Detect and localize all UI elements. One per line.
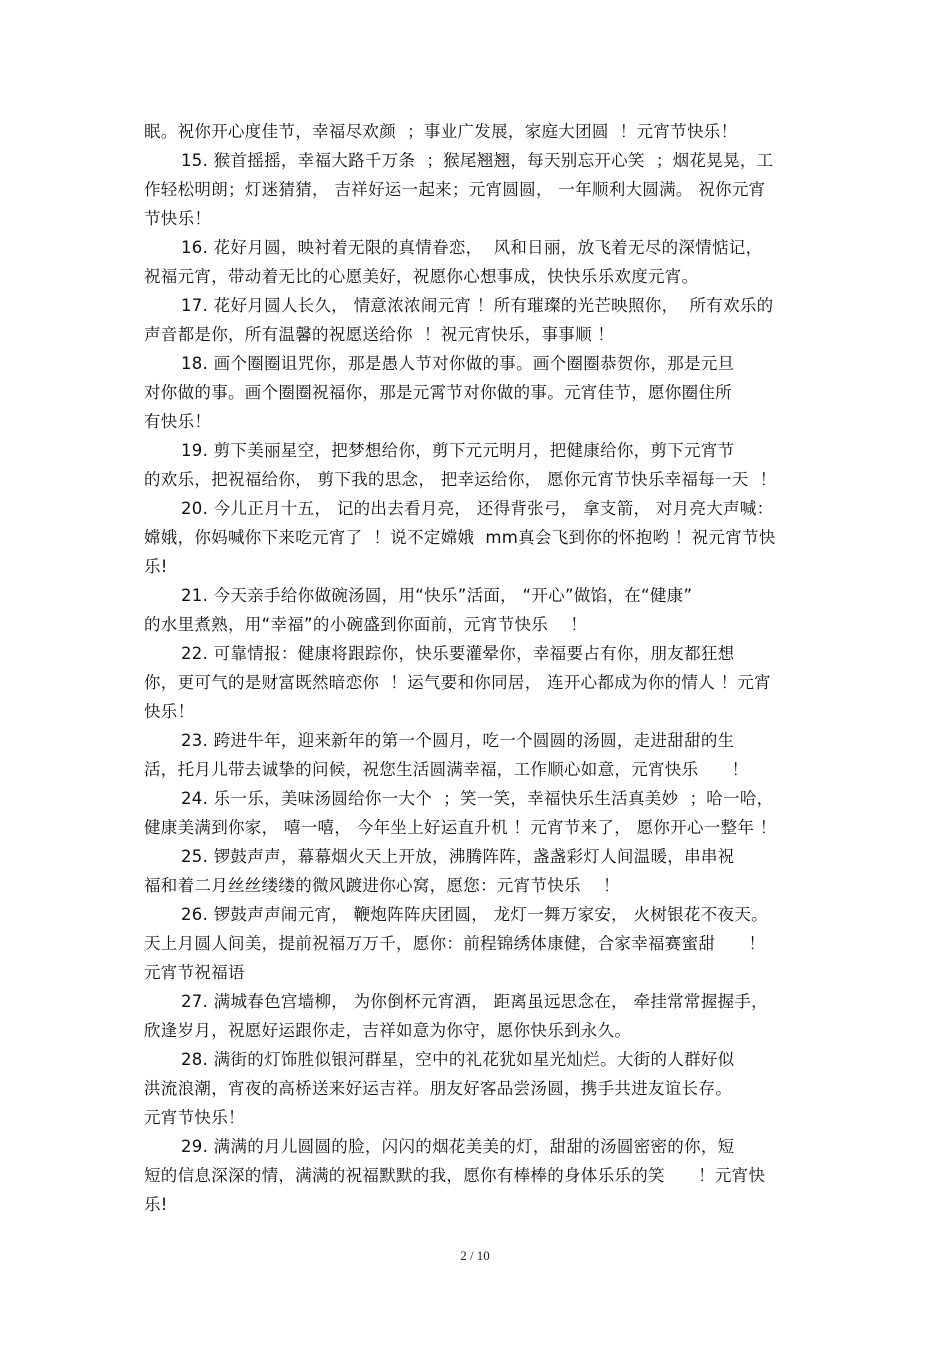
text-line: 声音都是你，所有温馨的祝愿送给你 ！祝元宵快乐，事事顺 ！ bbox=[144, 325, 615, 344]
text-line: 短的信息深深的情，满满的祝福默默的我，愿你有棒棒的身体乐乐的笑 ！元宵快 bbox=[144, 1166, 766, 1185]
text-line: 健康美满到你家， 嘻一嘻， 今年坐上好运直升机 ！元宵节来了， 愿你开心一整年 ！ bbox=[144, 818, 777, 837]
text-line: 的欢乐，把祝福给你， 剪下我的思念， 把幸运给你， 愿你元宵节快乐幸福每一天 ！ bbox=[144, 470, 777, 489]
text-line: 22. 可靠情报：健康将跟踪你，快乐要灌晕你，幸福要占有你，朋友都狂想 bbox=[181, 644, 735, 663]
text-line: 嫦娥，你妈喊你下来吃元宵了 ！说不定嫦娥 mm真会飞到你的怀抱哟 ！祝元宵节快 bbox=[144, 528, 776, 547]
text-line: 18. 画个圈圈诅咒你，那是愚人节对你做的事。画个圈圈恭贺你，那是元旦 bbox=[181, 354, 735, 373]
text-line: 活，托月儿带去诚挚的问候，祝您生活圆满幸福，工作顺心如意，元宵快乐 ！ bbox=[144, 760, 749, 779]
text-line: 的水里煮熟，用“幸福”的小碗盛到你面前，元宵节快乐 ！ bbox=[144, 615, 588, 634]
text-line: 你，更可气的是财富既然暗恋你 ！运气要和你同居， 连开心都成为你的情人 ！元宵 bbox=[144, 673, 771, 692]
text-line: 眠。祝你开心度佳节，幸福尽欢颜 ；事业广发展，家庭大团圆 ！元宵节快乐！ bbox=[144, 122, 738, 141]
text-line: 快乐！ bbox=[144, 702, 195, 721]
text-line: 元宵节祝福语 bbox=[144, 963, 245, 982]
text-line: 24. 乐一乐，美味汤圆给你一大个 ；笑一笑，幸福快乐生活真美妙 ；哈一哈， bbox=[181, 789, 774, 808]
text-line: 15. 猴首摇摇，幸福大路千万条 ；猴尾翘翘，每天别忘开心笑 ；烟花晃晃，工 bbox=[181, 151, 774, 170]
document-body bbox=[144, 117, 810, 1219]
text-line: 23. 跨进牛年，迎来新年的第一个圆月，吃一个圆圆的汤圆，走进甜甜的生 bbox=[181, 731, 735, 750]
text-line: 20. 今儿正月十五， 记的出去看月亮， 还得背张弓， 拿支箭， 对月亮大声喊： bbox=[181, 499, 774, 518]
text-line: 29. 满满的月儿圆圆的脸，闪闪的烟花美美的灯，甜甜的汤圆密密的你，短 bbox=[181, 1137, 735, 1156]
text-line: 乐! bbox=[144, 1195, 168, 1214]
text-line: 福和着二月丝丝缕缕的微风踱进你心窝，愿您：元宵节快乐 ！ bbox=[144, 876, 620, 895]
page-number: 2 / 10 bbox=[460, 1248, 490, 1263]
text-line: 17. 花好月圆人长久， 情意浓浓闹元宵 ！所有璀璨的光芒映照你， 所有欢乐的 bbox=[181, 296, 774, 315]
text-line: 节快乐！ bbox=[144, 209, 212, 228]
text-line: 对你做的事。画个圈圈祝福你，那是元霄节对你做的事。元宵佳节，愿你圈住所 bbox=[144, 383, 732, 402]
text-line: 27. 满城春色宫墙柳， 为你倒杯元宵酒， 距离虽远思念在， 牵挂常常握握手， bbox=[181, 992, 768, 1011]
text-line: 21. 今天亲手给你做碗汤圆，用“快乐”活面， “开心”做馅，在“健康” bbox=[181, 586, 693, 605]
text-line: 祝福元宵，带动着无比的心愿美好，祝愿你心想事成，快快乐乐欢度元宵。 bbox=[144, 267, 699, 286]
text-line: 天上月圆人间美，提前祝福万万千，愿你：前程锦绣体康健，合家幸福赛蜜甜 ！ bbox=[144, 934, 766, 953]
text-line: 欣逢岁月，祝愿好运跟你走，吉祥如意为你守，愿你快乐到永久。 bbox=[144, 1021, 632, 1040]
text-line: 元宵节快乐！ bbox=[144, 1108, 245, 1127]
text-line: 乐! bbox=[144, 557, 168, 576]
text-line: 19. 剪下美丽星空，把梦想给你，剪下元元明月，把健康给你，剪下元宵节 bbox=[181, 441, 735, 460]
text-line: 26. 锣鼓声声闹元宵， 鞭炮阵阵庆团圆， 龙灯一舞万家安， 火树银花不夜天。 bbox=[181, 905, 768, 924]
text-line: 16. 花好月圆，映衬着无限的真情眷恋， 风和日丽，放飞着无尽的深情惦记， bbox=[181, 238, 763, 257]
text-line: 28. 满街的灯饰胜似银河群星，空中的礼花犹如星光灿烂。大街的人群好似 bbox=[181, 1050, 735, 1069]
text-line: 作轻松明朗；灯迷猜猜， 吉祥好运一起来；元宵圆圆， 一年顺利大圆满。 祝你元宵 bbox=[144, 180, 766, 199]
text-line: 25. 锣鼓声声，幕幕烟火天上开放，沸腾阵阵，盏盏彩灯人间温暖，串串祝 bbox=[181, 847, 735, 866]
text-line: 洪流浪潮，宵夜的高桥送来好运吉祥。朋友好客品尝汤圆，携手共进友谊长存。 bbox=[144, 1079, 732, 1098]
text-line: 有快乐！ bbox=[144, 412, 212, 431]
